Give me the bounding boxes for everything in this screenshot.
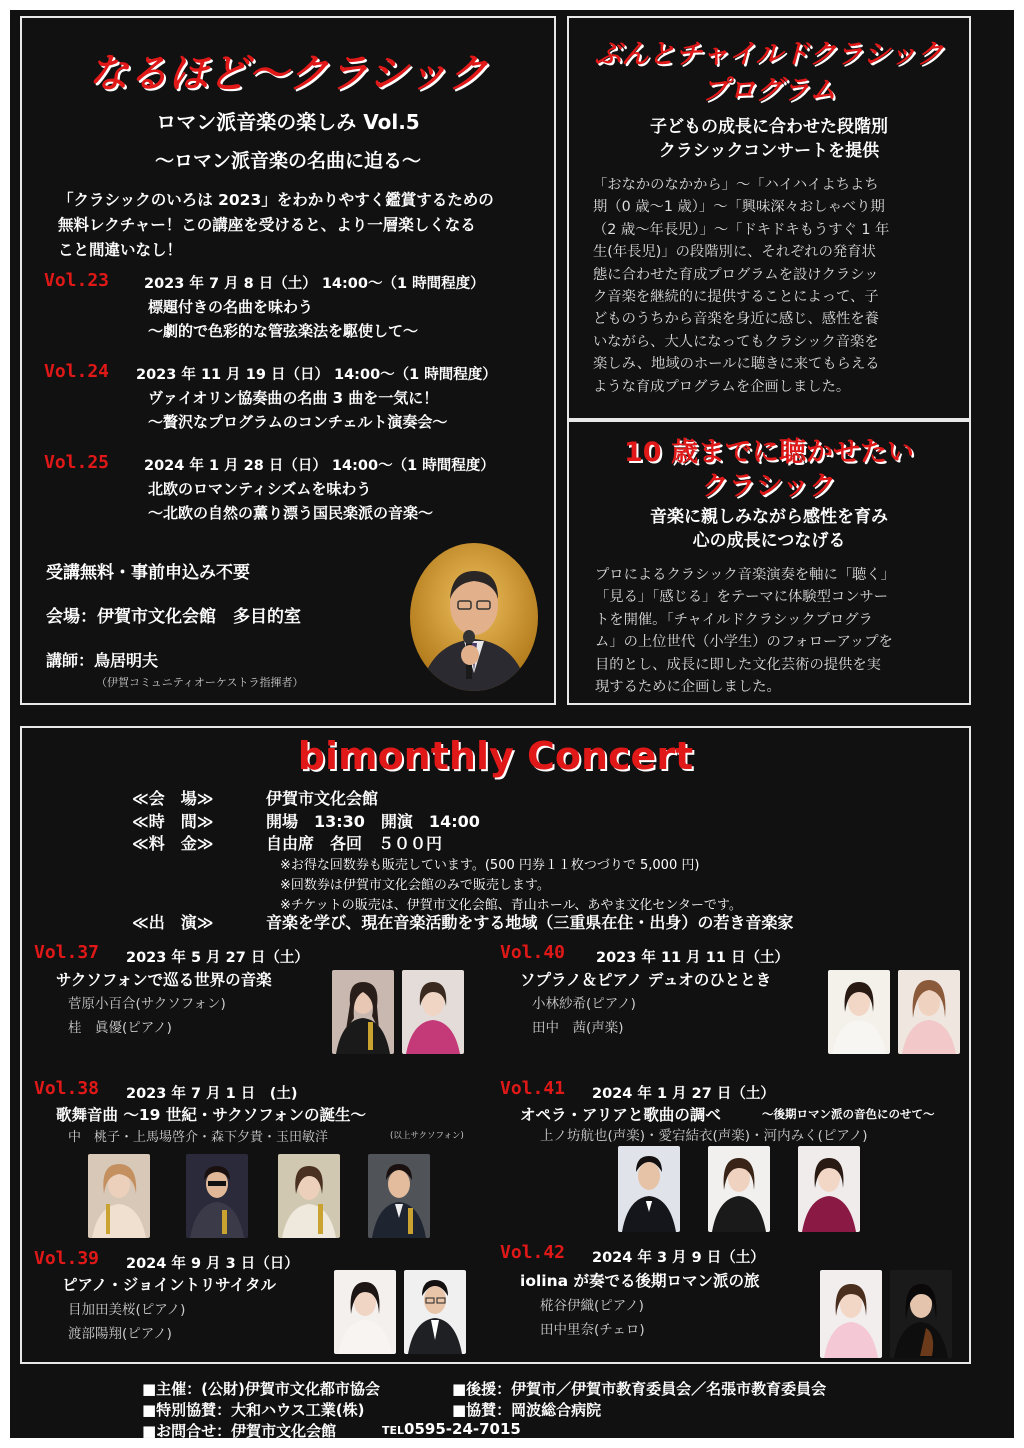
performer-photo	[828, 970, 890, 1054]
performer-photo	[890, 1270, 952, 1358]
child-heading-1: 子どもの成長に合わせた段階別	[650, 117, 888, 137]
child-body-line: ク音楽を継続的に提供することによって、子	[593, 289, 879, 306]
lecture-fee: 受講無料・事前申込み不要	[46, 563, 250, 583]
info-value-performers: 音楽を学び、現在音楽活動をする地域（三重県在住・出身）の若き音楽家	[266, 913, 794, 932]
tel-number: 0595-24-7015	[404, 1420, 521, 1438]
lecturer-note: （伊賀コミュニティオーケストラ指揮者）	[96, 676, 304, 689]
ten-body-line: プロによるクラシック音楽演奏を軸に「聴く」	[595, 567, 895, 583]
performer-photo	[798, 1146, 860, 1232]
concert-section	[20, 726, 971, 1364]
show-title: サクソフォンで巡る世界の音楽	[56, 971, 272, 989]
performer-photo	[708, 1146, 770, 1232]
performer-photo	[402, 970, 464, 1054]
performer-photo	[368, 1154, 430, 1238]
ten-body-line: 「見る」「感じる」をテーマに体験型コンサー	[595, 589, 889, 606]
child-body-line: 期（0 歳～1 歳）」～「興味深々おしゃべり期	[593, 199, 885, 216]
show-date: 2023 年 11 月 11 日（土）	[596, 950, 789, 966]
performer-photo	[334, 1270, 396, 1354]
session-theme: 標題付きの名曲を味わう	[148, 298, 314, 316]
show-performer: 渡部陽翔(ピアノ)	[68, 1326, 172, 1342]
performer-photo	[820, 1270, 882, 1358]
show-title: 歌舞音曲 ～19 世紀・サクソフォンの誕生～	[56, 1106, 366, 1124]
child-program-section	[567, 16, 971, 420]
child-body-line: どものうちから音楽を身近に感じ、感性を養	[593, 311, 879, 328]
session-date: 2023 年 11 月 19 日（日） 14:00～（1 時間程度）	[136, 367, 497, 383]
concert-title: bimonthly Concert	[297, 734, 694, 778]
ten-body-line: トを開催。「チャイルドクラシックプログラ	[595, 611, 873, 628]
show-title-note: ～後期ロマン派の音色にのせて～	[762, 1107, 935, 1121]
session-vol: Vol.23	[44, 270, 110, 291]
child-body-line: いながら、大人になってもクラシック音楽を	[593, 333, 879, 350]
footer-organizer: ■主催：(公財)伊賀市文化都市協会	[142, 1380, 380, 1398]
show-title: オペラ・アリアと歌曲の調べ	[520, 1106, 721, 1124]
lecture-section	[20, 16, 556, 705]
info-value-venue: 伊賀市文化会館	[266, 789, 379, 808]
info-label-venue: ≪会 場≫	[132, 789, 214, 808]
show-vol: Vol.42	[500, 1242, 566, 1263]
ticket-note: ※お得な回数券も販売しています。(500 円券１１枚つづりで 5,000 円)	[280, 858, 700, 873]
session-subtheme: ～贅沢なプログラムのコンチェルト演奏会～	[148, 413, 448, 431]
lecture-intro-3: こと間違いなし！	[58, 241, 183, 259]
ten-body-line: ム」の上位世代（小学生）のフォローアップを	[595, 634, 893, 651]
session-vol: Vol.25	[44, 452, 110, 473]
footer-contact: ■お問合せ：伊賀市文化会館	[142, 1422, 337, 1440]
child-body-line: （2 歳～年長児）」～「ドキドキもうすぐ 1 年	[593, 221, 890, 238]
performer-photo	[618, 1146, 680, 1232]
child-body-line: 態に合わせた育成プログラムを設けクラシッ	[593, 266, 879, 283]
performer-photo	[404, 1270, 466, 1354]
performer-photo	[332, 970, 394, 1054]
footer-support: ■後援：伊賀市／伊賀市教育委員会／名張市教育委員会	[452, 1380, 827, 1398]
performer-photo	[278, 1154, 340, 1238]
child-body	[593, 174, 889, 398]
session-date: 2023 年 7 月 8 日（土） 14:00～（1 時間程度）	[144, 276, 485, 292]
show-vol: Vol.40	[500, 942, 566, 963]
info-label-performers: ≪出 演≫	[132, 913, 214, 932]
ten-years-section	[567, 420, 971, 705]
lecture-intro-2: 無料レクチャー！この講座を受けると、より一層楽しくなる	[58, 216, 476, 234]
ten-body	[595, 564, 895, 698]
child-heading-2: クラシックコンサートを提供	[658, 141, 880, 161]
show-performer: 田中里奈(チェロ)	[540, 1322, 645, 1338]
lecture-subtitle-1: ロマン派音楽の楽しみ Vol.5	[156, 110, 420, 134]
show-performer: 中 桃子・上馬場啓介・森下夕貴・玉田敏洋	[68, 1130, 329, 1145]
show-date: 2024 年 9 月 3 日（日）	[126, 1256, 299, 1272]
show-vol: Vol.41	[500, 1078, 566, 1099]
performer-photo	[186, 1154, 248, 1238]
show-date: 2023 年 7 月 1 日 (土)	[126, 1086, 298, 1102]
show-performer: 椛谷伊織(ピアノ)	[540, 1298, 644, 1314]
show-performer: 桂 眞優(ピアノ)	[68, 1020, 172, 1036]
tel-label: TEL	[382, 1424, 405, 1437]
child-body-line: 「おなかのなかから」～「ハイハイよちよち	[593, 177, 879, 193]
session-theme: 北欧のロマンティシズムを味わう	[148, 480, 372, 498]
child-body-line: 楽しみ、地域のホールに聴きに来てもらえる	[593, 356, 880, 373]
ticket-note: ※チケットの販売は、伊賀市文化会館、青山ホール、あやま文化センターです。	[280, 898, 742, 913]
lecturer-photo	[410, 543, 538, 691]
lecture-subtitle-2: ～ロマン派音楽の名曲に迫る～	[154, 150, 421, 172]
child-title-2: プログラム	[701, 75, 837, 106]
show-date: 2024 年 3 月 9 日（土）	[592, 1250, 765, 1266]
show-performer: 上ノ坊航也(声楽)・愛宕結衣(声楽)・河内みく(ピアノ)	[540, 1128, 868, 1144]
child-title-1: ぶんとチャイルドクラシック	[594, 39, 944, 70]
info-label-fee: ≪料 金≫	[132, 834, 214, 853]
footer-tel	[382, 1420, 521, 1438]
show-date: 2023 年 5 月 27 日（土）	[126, 950, 309, 966]
show-date: 2024 年 1 月 27 日（土）	[592, 1086, 775, 1102]
show-vol: Vol.37	[34, 942, 100, 963]
show-vol: Vol.39	[34, 1248, 100, 1269]
session-date: 2024 年 1 月 28 日（日） 14:00～（1 時間程度）	[144, 458, 495, 474]
info-value-fee: 自由席 各回 ５００円	[266, 834, 443, 853]
lecture-title: なるほど～クラシック	[88, 51, 488, 97]
info-label-time: ≪時 間≫	[132, 812, 214, 831]
footer-special-sponsor: ■特別協賛：大和ハウス工業(株)	[142, 1401, 365, 1419]
ten-heading-1: 音楽に親しみながら感性を育み	[650, 507, 888, 527]
ticket-note: ※回数券は伊賀市文化会館のみで販売します。	[280, 878, 550, 893]
child-body-line: ような育成プログラムを企画しました。	[593, 378, 851, 395]
lecture-intro-1: 「クラシックのいろは 2023」をわかりやすく鑑賞するための	[58, 191, 494, 209]
show-title: ピアノ・ジョイントリサイタル	[62, 1276, 277, 1294]
show-performer: 目加田美桜(ピアノ)	[68, 1302, 186, 1318]
ten-title-2: クラシック	[701, 471, 837, 502]
show-vol: Vol.38	[34, 1078, 100, 1099]
ten-body-line: 現するために企画しました。	[595, 679, 781, 696]
ten-body-line: 目的とし、成長に即した文化芸術の提供を実	[595, 656, 881, 673]
performer-photo	[898, 970, 960, 1054]
session-subtheme: ～劇的で色彩的な管弦楽法を駆使して～	[148, 322, 419, 340]
session-vol: Vol.24	[44, 361, 110, 382]
show-performer-note: (以上サクソフォン)	[390, 1131, 464, 1141]
session-theme: ヴァイオリン協奏曲の名曲 3 曲を一気に！	[148, 389, 439, 407]
show-performer: 小林紗希(ピアノ)	[532, 996, 636, 1012]
performer-photo	[88, 1154, 150, 1238]
footer-sponsor: ■協賛：岡波総合病院	[452, 1401, 602, 1419]
show-title: ソプラノ＆ピアノ デュオのひととき	[520, 971, 772, 989]
session-subtheme: ～北欧の自然の薫り漂う国民楽派の音楽～	[148, 504, 434, 522]
lecture-venue: 会場：伊賀市文化会館 多目的室	[46, 607, 301, 627]
ten-title-1: 10 歳までに聴かせたい	[624, 437, 914, 468]
info-value-time: 開場 13:30 開演 14:00	[266, 812, 480, 831]
ten-heading-2: 心の成長につなげる	[692, 531, 846, 551]
child-body-line: 生(年長児)」の段階別に、それぞれの発育状	[593, 244, 876, 261]
lecture-lecturer: 講師：鳥居明夫	[46, 651, 159, 670]
show-performer: 菅原小百合(サクソフォン)	[68, 996, 226, 1012]
show-title: iolina が奏でる後期ロマン派の旅	[520, 1272, 760, 1290]
show-performer: 田中 茜(声楽)	[532, 1020, 624, 1036]
